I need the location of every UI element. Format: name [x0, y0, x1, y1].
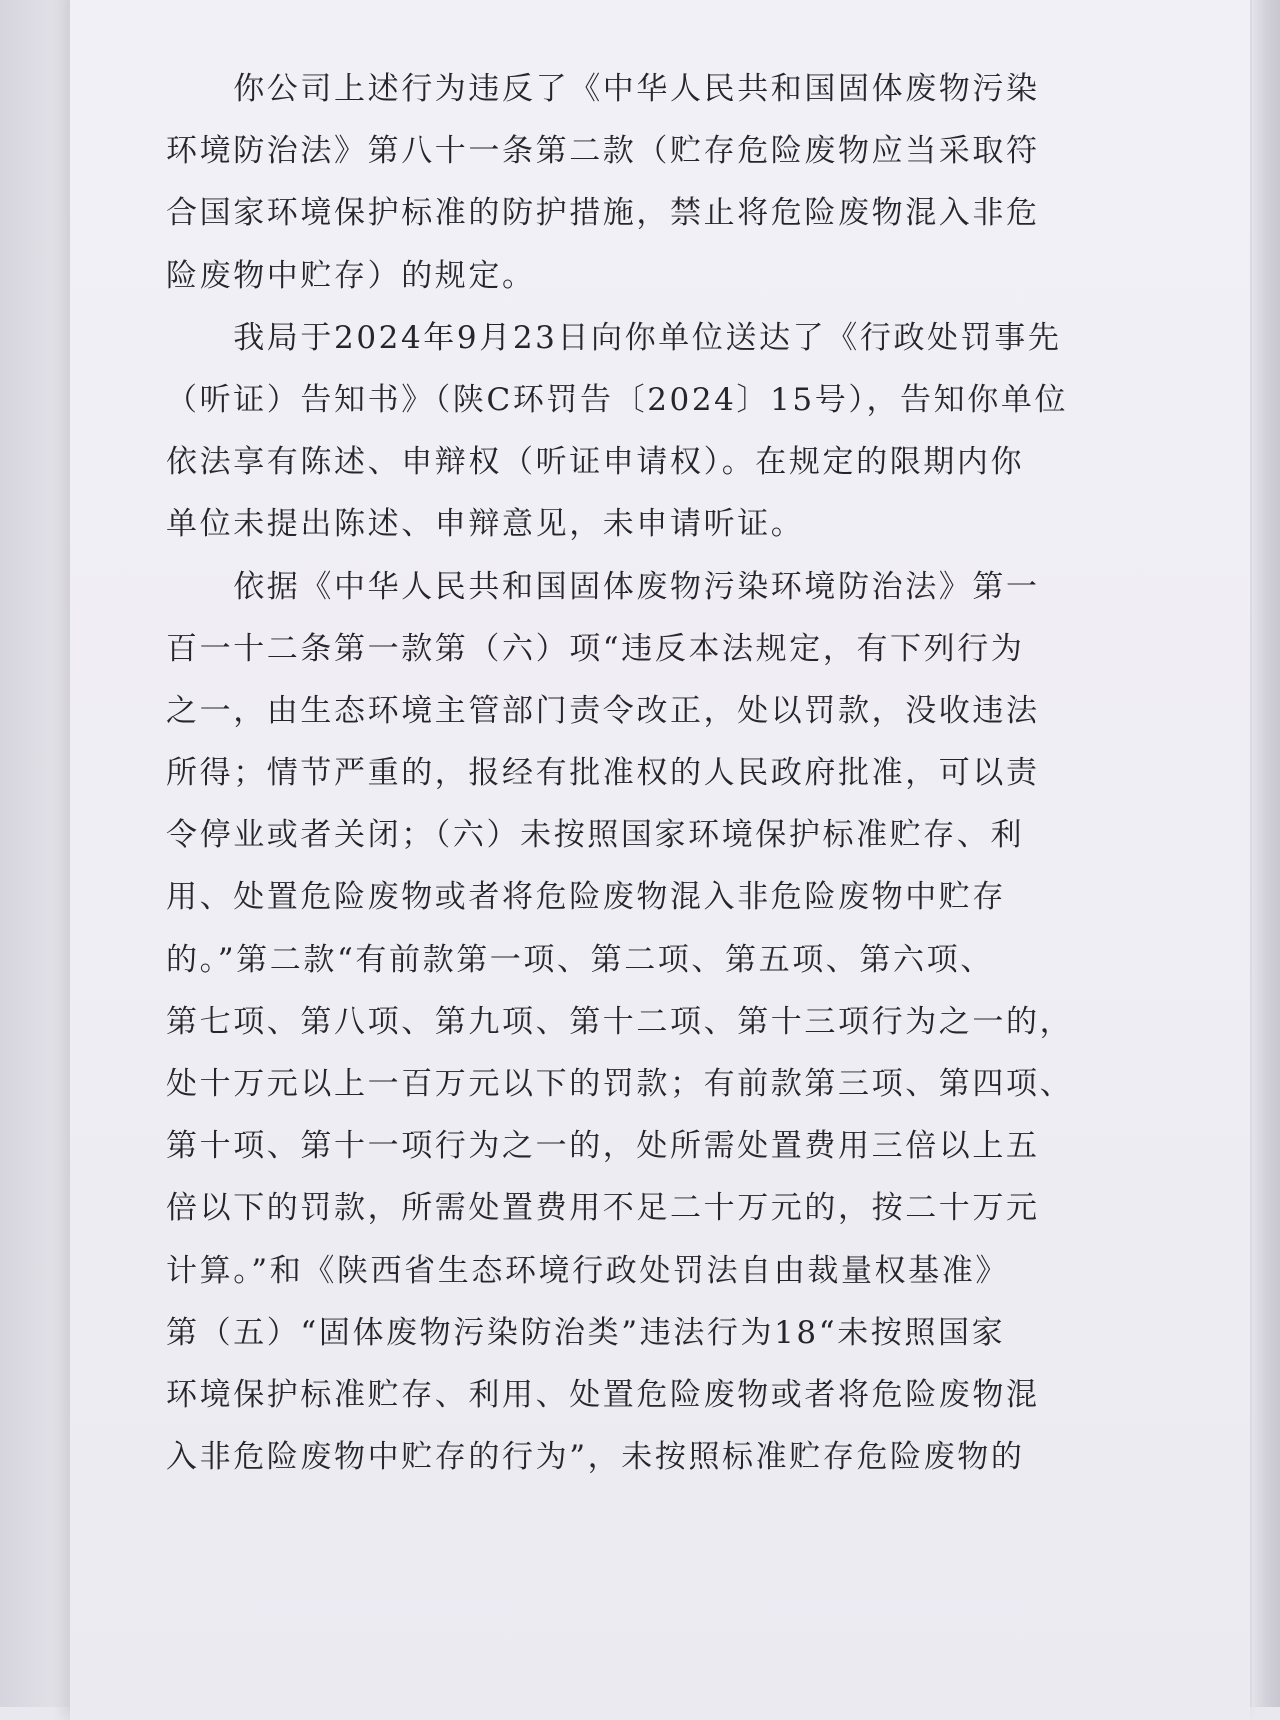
text-line: （听证）告知书》（陕C环罚告〔2024〕15号），告知你单位: [166, 381, 1069, 418]
text-line: 用、处置危险废物或者将危险废物混入非危险废物中贮存: [166, 879, 1006, 916]
text-line: 险废物中贮存）的规定。: [166, 257, 536, 294]
text-line: 我局于2024年9月23日向你单位送达了《行政处罚事先: [166, 319, 1062, 356]
document-body: [166, 58, 1096, 1488]
text-line: 环境防治法》第八十一条第二款（贮存危险废物应当采取符: [166, 133, 1040, 170]
text-line: 入非危险废物中贮存的行为”，未按照标准贮存危险废物的: [166, 1439, 1025, 1476]
text-line: 第七项、第八项、第九项、第十二项、第十三项行为之一的，: [166, 1003, 1074, 1040]
text-line: 之一，由生态环境主管部门责令改正，处以罚款，没收违法: [166, 692, 1040, 729]
text-line: 倍以下的罚款，所需处置费用不足二十万元的，按二十万元: [166, 1190, 1040, 1227]
text-line: 处十万元以上一百万元以下的罚款；有前款第三项、第四项、: [166, 1066, 1074, 1102]
text-line: 的。”第二款“有前款第一项、第二项、第五项、第六项、: [166, 941, 994, 978]
text-line: 环境保护标准贮存、利用、处置危险废物或者将危险废物混: [166, 1376, 1040, 1413]
text-line: 百一十二条第一款第（六）项“违反本法规定，有下列行为: [166, 630, 1025, 667]
text-line: 所得；情节严重的，报经有批准权的人民政府批准，可以责: [166, 755, 1040, 792]
text-line: 第（五）“固体废物污染防治类”违法行为18“未按照国家: [166, 1314, 1006, 1351]
text-line: 计算。”和《陕西省生态环境行政处罚法自由裁量权基准》: [166, 1252, 1009, 1289]
text-line: 依法享有陈述、申辩权（听证申请权）。在规定的限期内你: [166, 444, 1025, 481]
text-line: 依据《中华人民共和国固体废物污染环境防治法》第一: [166, 568, 1040, 605]
page-edge-shadow: [1252, 0, 1280, 1707]
text-line: 你公司上述行为违反了《中华人民共和国固体废物污染: [166, 71, 1040, 107]
text-line: 第十项、第十一项行为之一的，处所需处置费用三倍以上五: [166, 1128, 1040, 1165]
text-line: 单位未提出陈述、申辩意见，未申请听证。: [166, 506, 805, 543]
text-line: 令停业或者关闭；（六）未按照国家环境保护标准贮存、利: [166, 817, 1025, 854]
text-line: 合国家环境保护标准的防护措施，禁止将危险废物混入非危: [166, 195, 1040, 232]
